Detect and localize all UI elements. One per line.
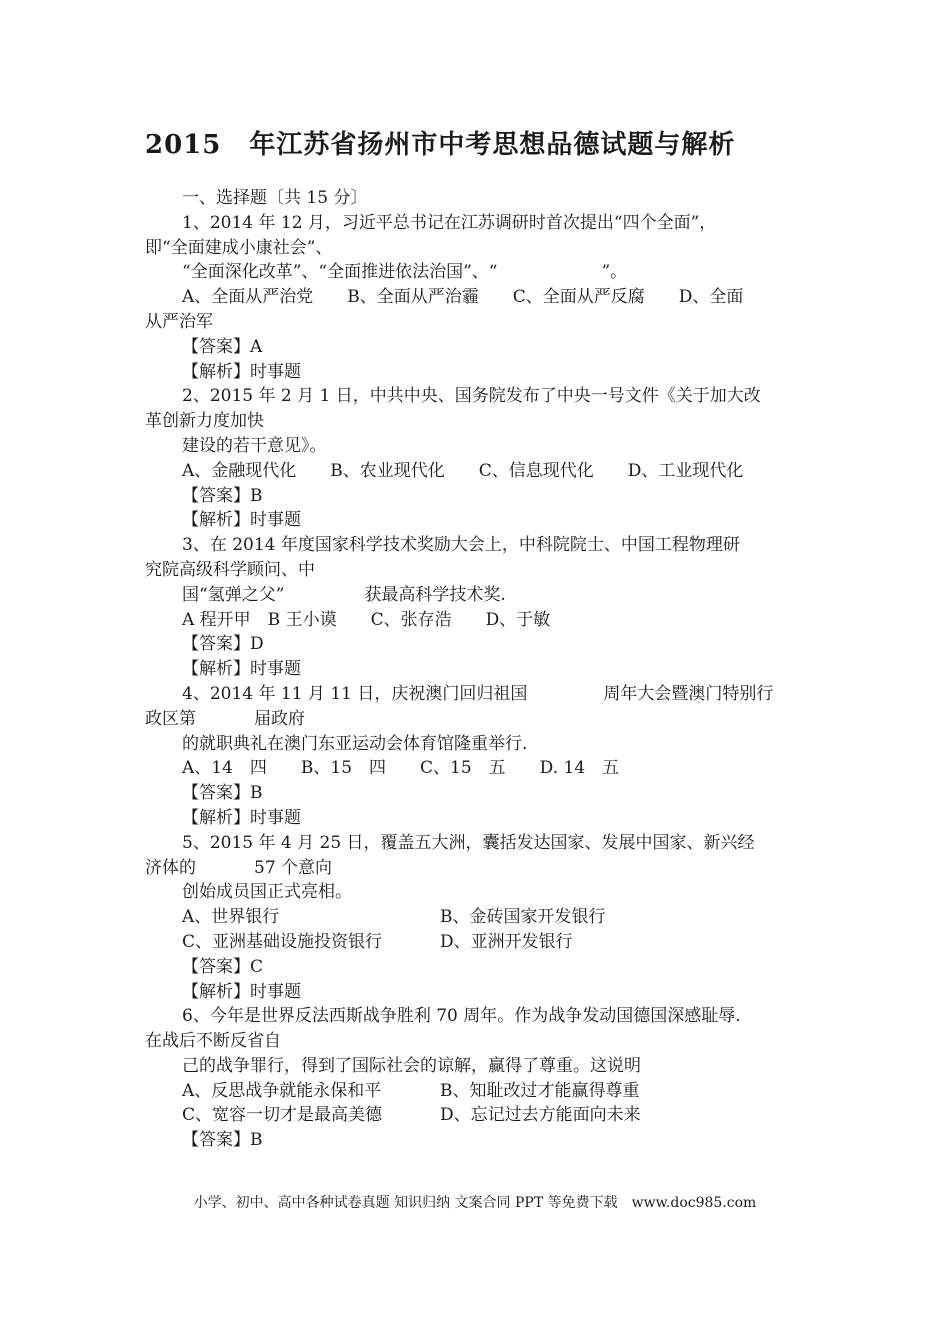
document-body (145, 186, 815, 1153)
question-3-answer: 【答案】D (182, 634, 264, 655)
question-3-line-3-part-2: 获最高科学技术奖. (364, 584, 506, 605)
question-4-options: A、14 四 B、15 四 C、15 五 D. 14 五 (182, 758, 620, 779)
question-3-line-1: 3、在 2014 年度国家科学技术奖励大会上，中科院院士、中国工程物理研 (182, 535, 740, 556)
question-6-answer: 【答案】B (182, 1130, 263, 1151)
question-6-option-d: D、忘记过去方能面向未来 (440, 1105, 641, 1126)
question-2-options: A、金融现代化 B、农业现代化 C、信息现代化 D、工业现代化 (182, 460, 744, 481)
question-3-line-3-part-1: 国“氢弹之父” (182, 584, 285, 605)
question-6-options-row-1 (145, 1079, 815, 1104)
question-2-explanation: 【解析】时事题 (182, 510, 301, 531)
question-5-line-2-part-1: 济体的 (145, 857, 196, 878)
question-5-line-1: 5、2015 年 4 月 25 日，覆盖五大洲，囊括发达国家、发展中国家、新兴经 (182, 832, 755, 853)
question-2-answer: 【答案】B (182, 485, 263, 506)
question-4-line-2-part-1: 政区第 (145, 708, 196, 729)
question-2-line-2: 革创新力度加快 (145, 411, 264, 432)
question-1-line-3-part-1: “全面深化改革”、“全面推进依法治国”、“ (182, 262, 498, 283)
question-4-line-1-part-1: 4、2014 年 11 月 11 日，庆祝澳门回归祖国 (182, 683, 528, 704)
question-6-line-3: 己的战争罪行，得到了国际社会的谅解，赢得了尊重。这说明 (182, 1055, 641, 1076)
question-5-line-2 (145, 856, 815, 881)
question-4-explanation: 【解析】时事题 (182, 807, 301, 828)
title-year: 2015 (145, 130, 222, 160)
question-4-line-2 (145, 707, 815, 732)
question-6-line-2: 在战后不断反省自 (145, 1031, 281, 1052)
question-3-explanation: 【解析】时事题 (182, 659, 301, 680)
title-text: 年江苏省扬州市中考思想品德试题与解析 (249, 130, 736, 160)
question-6-option-c: C、宽容一切才是最高美德 (182, 1105, 383, 1126)
question-3-line-2: 究院高级科学顾问、中 (145, 559, 315, 580)
question-1-line-2: 即“全面建成小康社会”、 (145, 237, 333, 258)
question-5-line-2-part-2: 57 个意向 (254, 857, 333, 878)
question-1-line-1: 1、2014 年 12 月，习近平总书记在江苏调研时首次提出“四个全面”， (182, 212, 717, 233)
question-5-line-3: 创始成员国正式亮相。 (182, 882, 352, 903)
question-1-explanation: 【解析】时事题 (182, 361, 301, 382)
question-5-option-b: B、金砖国家开发银行 (440, 907, 606, 928)
question-3-line-3 (145, 583, 815, 608)
page-footer: 小学、初中、高中各种试卷真题 知识归纳 文案合同 PPT 等免费下载 www.doc985.com (193, 1195, 757, 1211)
question-2-line-1: 2、2015 年 2 月 1 日，中共中央、国务院发布了中央一号文件《关于加大改 (182, 386, 761, 407)
question-5-options-row-1 (145, 905, 815, 930)
question-2-line-3: 建设的若干意见》。 (182, 435, 327, 456)
question-3-options: A 程开甲 B 王小谟 C、张存浩 D、于敏 (182, 609, 551, 630)
question-5-options-row-2 (145, 930, 815, 955)
question-6-line-1: 6、今年是世界反法西斯战争胜利 70 周年。作为战争发动国德国深感耻辱. (182, 1006, 741, 1027)
question-1-options-cont: 从严治军 (145, 311, 213, 332)
question-4-line-2-part-2: 届政府 (254, 708, 305, 729)
question-5-explanation: 【解析】时事题 (182, 981, 301, 1002)
question-4-line-1-part-2: 周年大会暨澳门特别行 (603, 683, 774, 704)
question-4-line-1 (145, 682, 815, 707)
question-5-option-c: C、亚洲基础设施投资银行 (182, 931, 383, 952)
question-1-options: A、全面从严治党 B、全面从严治霾 C、全面从严反腐 D、全面 (182, 287, 744, 308)
page-title (145, 124, 735, 161)
section-heading: 一、选择题〔共 15 分〕 (182, 188, 368, 208)
question-4-answer: 【答案】B (182, 783, 263, 804)
question-5-option-d: D、亚洲开发银行 (440, 931, 573, 952)
question-1-answer: 【答案】A (182, 336, 263, 357)
question-5-answer: 【答案】C (182, 956, 264, 977)
question-6-option-a: A、反思战争就能永保和平 (182, 1080, 382, 1101)
question-4-line-3: 的就职典礼在澳门东亚运动会体育馆隆重举行. (182, 733, 528, 754)
question-5-option-a: A、世界银行 (182, 907, 280, 928)
question-6-options-row-2 (145, 1103, 815, 1128)
question-1-line-3-part-2: ”。 (601, 262, 628, 283)
question-6-option-b: B、知耻改过才能赢得尊重 (440, 1080, 640, 1101)
question-1-line-3 (145, 260, 815, 285)
